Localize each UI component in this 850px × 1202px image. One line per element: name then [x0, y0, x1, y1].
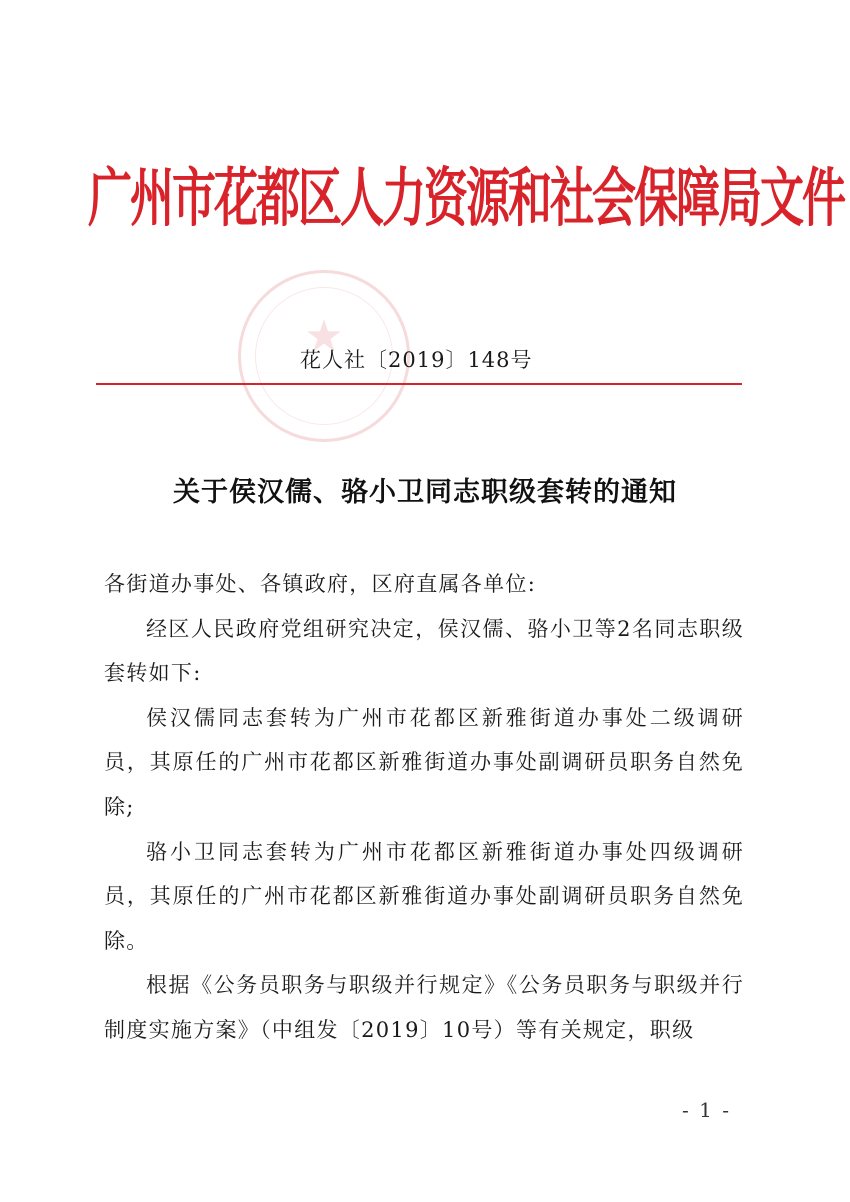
document-number: 花人社〔2019〕148号 [300, 348, 533, 372]
page-number: - 1 - [682, 1098, 731, 1122]
body-paragraph-decision: 经区人民政府党组研究决定，侯汉儒、骆小卫等2名同志职级套转如下: [104, 616, 744, 686]
document-header-title: 广州市花都区人力资源和社会保障局文件 [88, 162, 844, 237]
salutation: 各街道办事处、各镇政府，区府直属各单位: [104, 572, 537, 596]
seal-star-icon: ★ [304, 311, 344, 362]
body-paragraph-regulations: 根据《公务员职务与职级并行规定》《公务员职务与职级并行制度实施方案》（中组发〔2019〕10号）等有关规定，职级 [104, 973, 744, 1042]
notice-body [104, 562, 744, 1053]
header-red-divider [96, 383, 742, 385]
body-paragraph-luo-xiaowei: 骆小卫同志套转为广州市花都区新雅街道办事处四级调研员，其原任的广州市花都区新雅街道办事处副调研员职务自然免除。 [104, 839, 744, 953]
body-paragraph-hou-hanru: 侯汉儒同志套转为广州市花都区新雅街道办事处二级调研员，其原任的广州市花都区新雅街道办事处副调研员职务自然免除; [104, 705, 744, 819]
notice-title: 关于侯汉儒、骆小卫同志职级套转的通知 [173, 477, 677, 508]
